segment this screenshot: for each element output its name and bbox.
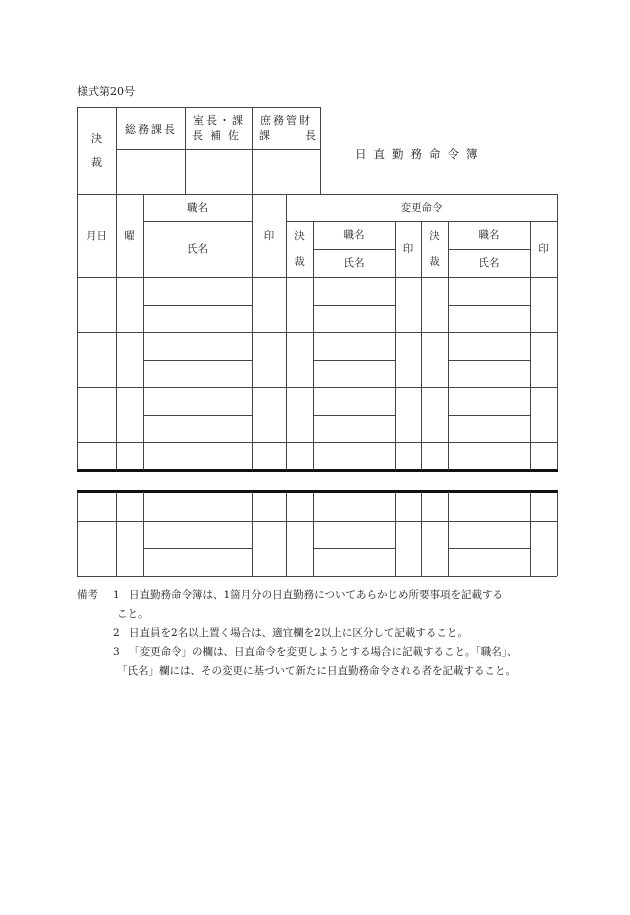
notes-header: 備考 [77, 589, 98, 601]
change-kessai-1-top: 決 [294, 230, 305, 242]
form-number: 様式第20号 [77, 85, 135, 98]
header-position: 職名 [187, 202, 208, 214]
change-name-2: 氏名 [478, 257, 500, 269]
approval-kessai-top: 決 [91, 132, 102, 145]
header-day: 曜 [124, 230, 135, 242]
note-2 [77, 624, 557, 643]
header-name: 氏名 [187, 243, 208, 255]
change-seal-2: 印 [538, 243, 549, 255]
note-3-line1: 「変更命令」の欄は、日直命令を変更しようとする場合に記載すること。「職名」、 [129, 646, 518, 658]
section-break-bottom [77, 490, 558, 493]
approval-deputy-line1: 室長・課 [193, 114, 245, 127]
note-3 [77, 643, 557, 681]
approval-general-affairs-chief: 総務課長 [125, 123, 177, 136]
approval-kessai-bottom: 裁 [91, 156, 102, 169]
approval-deputy-line2: 長補佐 [192, 129, 246, 142]
change-kessai-2-top: 決 [429, 230, 440, 242]
header-change-order: 変更命令 [400, 202, 443, 214]
note-2-number: 2 [113, 627, 120, 639]
note-1 [77, 586, 557, 624]
header-seal: 印 [263, 230, 275, 242]
note-1-line1: 日直勤務命令簿は、1箇月分の日直勤務についてあらかじめ所要事項を記載する [129, 589, 503, 601]
page-title: 日直勤務命令簿 [355, 147, 485, 161]
note-1-number: 1 [113, 589, 120, 601]
change-name-1: 氏名 [343, 257, 365, 269]
note-3-line2: 「氏名」欄には、その変更に基づいて新たに日直勤務命令される者を記載すること。 [117, 665, 516, 677]
note-3-number: 3 [113, 646, 120, 658]
change-kessai-2-bottom: 裁 [429, 256, 440, 268]
change-kessai-1-bottom: 裁 [294, 256, 305, 268]
section-break-top [77, 469, 558, 472]
change-position-1: 職名 [343, 229, 365, 241]
note-2-line1: 日直員を2名以上置く場合は、適宜欄を2以上に区分して記載すること。 [129, 627, 468, 639]
approval-admin-chief-line2a: 課 [259, 129, 270, 142]
approval-admin-chief-line1: 庶務管財 [260, 114, 312, 127]
note-1-line2: こと。 [117, 608, 149, 620]
header-date: 月日 [86, 230, 107, 242]
approval-admin-chief-line2b: 長 [305, 129, 316, 142]
notes [77, 586, 557, 681]
change-seal-1: 印 [402, 243, 414, 255]
change-position-2: 職名 [478, 229, 500, 241]
